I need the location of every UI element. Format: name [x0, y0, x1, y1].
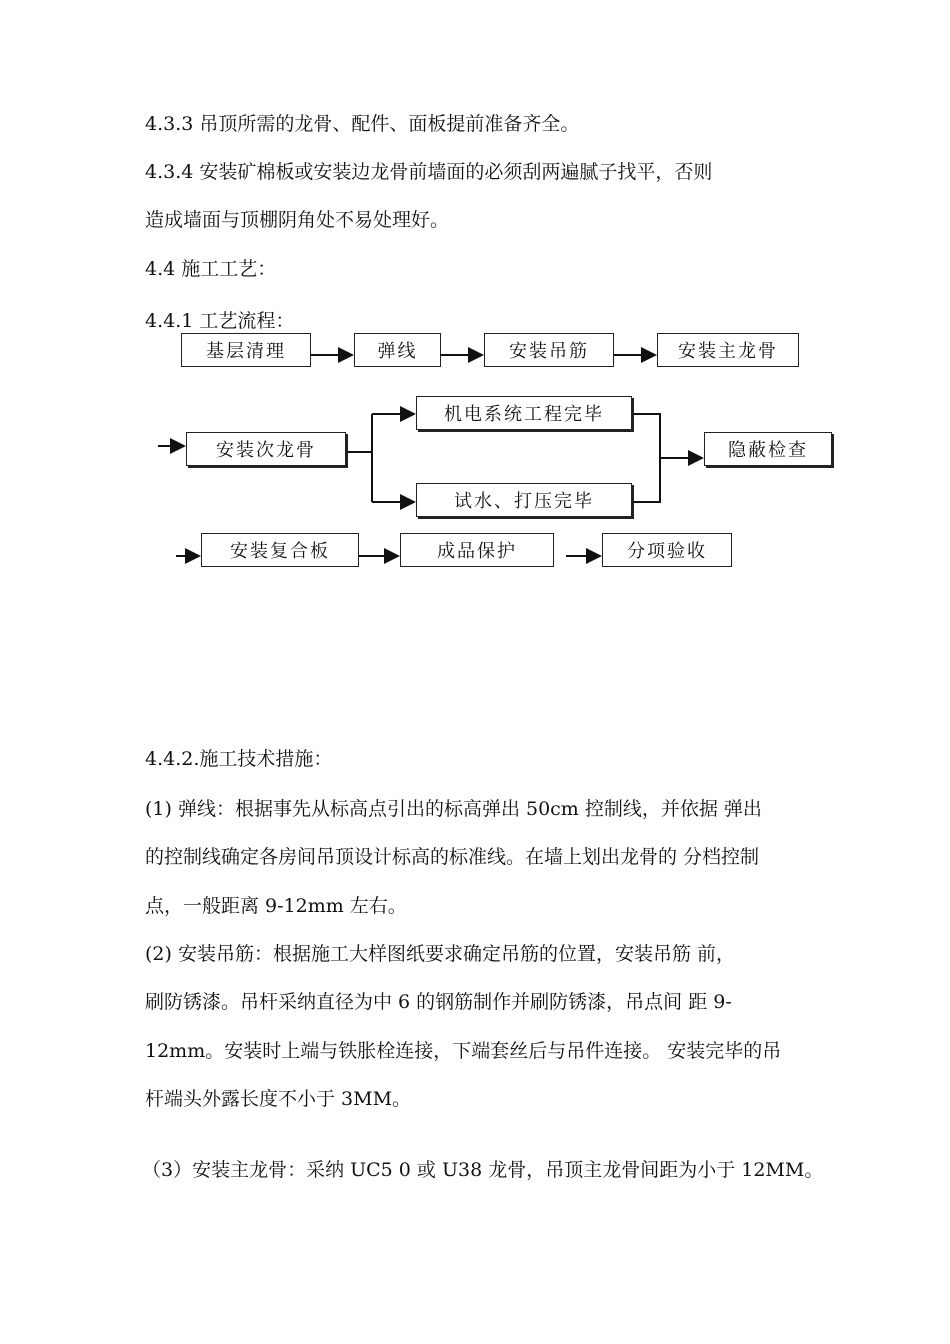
flow-step-snap-line: 弹线 — [354, 333, 441, 367]
paragraph-4-3-4-line1: 4.3.4 安装矿棉板或安装边龙骨前墙面的必须刮两遍腻子找平，否则 — [145, 161, 713, 183]
flow-step-item-acceptance: 分项验收 — [602, 533, 732, 567]
measure-1-line1: (1) 弹线：根据事先从标高点引出的标高弹出 50cm 控制线，并依据 弹出 — [145, 798, 762, 820]
paragraph-4-3-3: 4.3.3 吊顶所需的龙骨、配件、面板提前准备齐全。 — [145, 113, 580, 135]
flow-step-pressure-test-complete: 试水、打压完毕 — [416, 483, 632, 517]
measure-2-line4: 杆端头外露长度不小于 3MM。 — [145, 1088, 412, 1110]
flow-step-concealed-inspection: 隐蔽检查 — [704, 432, 832, 466]
measure-1-line3: 点，一般距离 9-12mm 左右。 — [145, 895, 407, 917]
flow-step-mep-complete: 机电系统工程完毕 — [416, 396, 632, 430]
heading-4-4-2: 4.4.2.施工技术措施： — [145, 748, 333, 770]
paragraph-4-3-4-line2: 造成墙面与顶棚阴角处不易处理好。 — [145, 209, 450, 231]
flow-step-product-protection: 成品保护 — [400, 533, 554, 567]
flow-step-install-secondary-keel: 安装次龙骨 — [186, 432, 346, 466]
heading-4-4: 4.4 施工工艺： — [145, 258, 277, 280]
heading-4-4-1: 4.4.1 工艺流程： — [145, 310, 295, 332]
measure-2-line1: (2) 安装吊筋：根据施工大样图纸要求确定吊筋的位置，安装吊筋 前， — [145, 943, 735, 965]
flow-step-install-composite-board: 安装复合板 — [201, 533, 359, 567]
measure-2-line3: 12mm。安装时上端与铁胀栓连接，下端套丝后与吊件连接。 安装完毕的吊 — [145, 1040, 782, 1062]
flow-step-install-main-keel: 安装主龙骨 — [657, 333, 799, 367]
measure-1-line2: 的控制线确定各房间吊顶设计标高的标准线。在墙上划出龙骨的 分档控制 — [145, 846, 760, 868]
measure-2-line2: 刷防锈漆。吊杆采纳直径为中 6 的钢筋制作并刷防锈漆，吊点间 距 9- — [145, 991, 732, 1013]
flow-step-install-hangers: 安装吊筋 — [484, 333, 614, 367]
measure-3-line1: （3）安装主龙骨：采纳 UC5 0 或 U38 龙骨，吊顶主龙骨间距为小于 12MM。 — [142, 1159, 824, 1181]
flow-step-base-cleaning: 基层清理 — [181, 333, 311, 367]
